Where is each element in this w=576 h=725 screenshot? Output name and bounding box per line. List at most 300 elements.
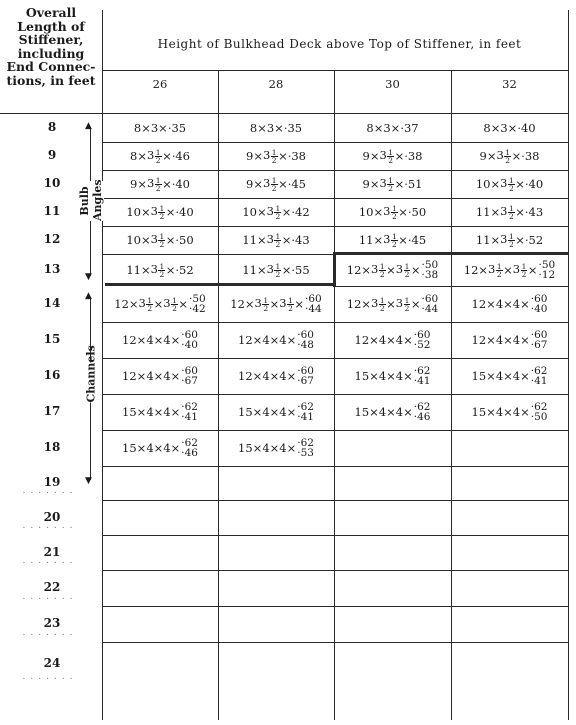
dimension-value: 12 <box>114 297 129 311</box>
dimension-value: 4 <box>146 405 154 419</box>
thickness-value: ·50 <box>530 411 548 423</box>
thickness-pair <box>297 438 314 458</box>
times-sign: × <box>269 297 280 311</box>
length-header-line: End Connec- <box>6 59 96 74</box>
times-sign: × <box>386 333 396 347</box>
dimension-value: 10 <box>126 205 141 219</box>
dimension-value: 3 <box>150 121 159 135</box>
thickness-value: ·46 <box>181 447 198 459</box>
times-sign: × <box>490 177 501 191</box>
thickness-value: ·60 <box>421 293 439 305</box>
table-cell <box>220 198 332 226</box>
dimension-value: 3 $\frac{1}{2}$ <box>266 261 281 279</box>
table-cell <box>104 322 216 358</box>
dimension-value: 4 <box>512 405 521 419</box>
times-sign: × <box>170 441 181 455</box>
thickness-value: ·50 <box>538 259 556 271</box>
thickness-pair <box>414 366 431 386</box>
thickness-value: ·41 <box>530 375 548 387</box>
thickness-value: ·62 <box>181 401 198 413</box>
times-sign: × <box>269 405 280 419</box>
times-sign: × <box>252 369 263 383</box>
times-sign: × <box>386 369 396 383</box>
length-header-line: tions, in feet <box>6 72 96 88</box>
times-sign: × <box>170 333 181 347</box>
table-cell <box>104 170 216 198</box>
table-cell <box>453 394 566 430</box>
table-cell <box>104 114 216 142</box>
dimension-value: 4 <box>395 405 404 419</box>
thickness-value: ·60 <box>530 293 548 305</box>
table-cell <box>336 254 449 286</box>
thickness-value: ·62 <box>413 401 431 413</box>
dimension-value: 15 <box>122 405 137 419</box>
times-sign: × <box>386 405 396 419</box>
thickness-value: ·60 <box>413 329 431 341</box>
thickness-value: ·46 <box>413 411 431 423</box>
leader-dots: ....... <box>22 556 78 566</box>
table-cell <box>104 430 216 466</box>
times-sign: × <box>256 233 267 247</box>
dimension-value: 3 $\frac{1}{2}$ <box>379 147 394 165</box>
table-cell <box>453 114 566 142</box>
times-sign: × <box>153 405 164 419</box>
table-cell <box>104 198 216 226</box>
grid-line <box>451 70 452 720</box>
times-sign: × <box>503 405 513 419</box>
thickness-value: ·52 <box>175 263 194 277</box>
thickness-value: ·67 <box>530 339 548 351</box>
times-sign: × <box>140 263 151 277</box>
times-sign: × <box>490 121 501 135</box>
table-cell <box>336 286 449 322</box>
times-sign: × <box>394 177 405 191</box>
thickness-value: ·60 <box>297 329 314 341</box>
dimension-value: 8 <box>129 149 138 163</box>
times-sign: × <box>507 121 518 135</box>
times-sign: × <box>386 297 396 311</box>
dimension-value: 3 $\frac{1}{2}$ <box>383 203 397 221</box>
table-cell <box>220 226 332 254</box>
leader-dots: ....... <box>22 672 78 682</box>
times-sign: × <box>137 177 147 191</box>
dimension-value: 3 $\frac{1}{2}$ <box>279 295 293 313</box>
thickness-pair <box>531 366 548 386</box>
dimension-value: 4 <box>279 333 287 347</box>
thickness-value: ·60 <box>181 329 198 341</box>
thickness-value: ·60 <box>181 365 198 377</box>
grid-line <box>102 70 568 71</box>
dimension-value: 9 <box>129 177 138 191</box>
dimension-value: 4 <box>262 333 270 347</box>
times-sign: × <box>403 405 413 419</box>
times-sign: × <box>162 177 172 191</box>
thickness-pair <box>422 294 439 314</box>
table-cell <box>453 226 566 254</box>
table-cell <box>104 358 216 394</box>
row-length-label: 14 <box>43 296 61 310</box>
dimension-value: 3 $\frac{1}{2}$ <box>254 295 269 313</box>
thickness-value: ·12 <box>538 269 556 281</box>
dimension-value: 11 <box>126 263 141 277</box>
times-sign: × <box>520 297 530 311</box>
dimension-value: 3 $\frac{1}{2}$ <box>150 231 165 249</box>
times-sign: × <box>520 333 530 347</box>
times-sign: × <box>486 369 496 383</box>
table-cell <box>104 254 216 286</box>
thickness-value: ·50 <box>175 233 194 247</box>
times-sign: × <box>286 369 297 383</box>
dimension-value: 3 $\frac{1}{2}$ <box>371 295 385 313</box>
dimension-value: 10 <box>475 177 491 191</box>
grid-line <box>102 466 568 467</box>
thickness-value: ·44 <box>305 303 322 315</box>
times-sign: × <box>503 297 513 311</box>
dimension-value: 12 <box>346 297 362 311</box>
dimension-value: 8 <box>483 121 491 135</box>
row-length-label: 23 <box>43 616 61 630</box>
table-cell <box>453 322 566 358</box>
times-sign: × <box>486 333 496 347</box>
grid-line <box>102 642 568 643</box>
times-sign: × <box>386 263 396 277</box>
dimension-value: 15 <box>238 405 253 419</box>
thickness-value: ·51 <box>404 177 423 191</box>
times-sign: × <box>141 121 151 135</box>
times-sign: × <box>361 297 372 311</box>
times-sign: × <box>269 369 280 383</box>
channels-bracket <box>81 292 101 486</box>
times-sign: × <box>281 233 292 247</box>
times-sign: × <box>153 369 164 383</box>
thickness-value: ·48 <box>297 339 314 351</box>
thickness-value: ·40 <box>517 121 536 135</box>
thickness-value: ·62 <box>181 437 198 449</box>
row-length-label: 24 <box>43 656 61 670</box>
thickness-pair <box>297 366 314 386</box>
row-length-label: 19 <box>43 475 61 489</box>
times-sign: × <box>410 263 421 277</box>
row-length-label: 17 <box>43 404 61 418</box>
grid-line <box>102 535 568 536</box>
dimension-value: 12 <box>471 333 487 347</box>
times-sign: × <box>403 369 413 383</box>
times-sign: × <box>361 263 372 277</box>
times-sign: × <box>165 233 176 247</box>
height-header: Height of Bulkhead Deck above Top of Stiffener, in feet <box>157 37 522 51</box>
row-length-label: 8 <box>47 120 57 134</box>
grid-line <box>102 570 568 571</box>
times-sign: × <box>256 205 267 219</box>
thickness-value: ·52 <box>524 233 544 247</box>
thickness-value: ·67 <box>297 375 314 387</box>
dimension-value: 4 <box>279 405 287 419</box>
thickness-pair <box>422 260 439 280</box>
dimension-value: 4 <box>378 333 387 347</box>
thickness-value: ·62 <box>413 365 431 377</box>
thickness-pair <box>531 294 548 314</box>
thickness-value: ·45 <box>287 177 306 191</box>
times-sign: × <box>511 149 522 163</box>
thickness-pair <box>189 294 206 314</box>
table-cell <box>104 142 216 170</box>
thickness-value: ·40 <box>530 303 548 315</box>
table-cell <box>453 142 566 170</box>
dimension-value: 3 $\frac{1}{2}$ <box>379 175 394 193</box>
times-sign: × <box>269 333 280 347</box>
dimension-value: 12 <box>346 263 362 277</box>
times-sign: × <box>244 297 255 311</box>
thickness-value: ·38 <box>287 149 306 163</box>
dimension-value: 8 <box>249 121 258 135</box>
length-header-line: Stiffener, <box>18 32 84 47</box>
dimension-value: 12 <box>230 297 245 311</box>
thickness-value: ·55 <box>291 263 310 277</box>
leader-dots: ....... <box>22 628 78 638</box>
dimension-value: 4 <box>262 441 270 455</box>
times-sign: × <box>128 297 139 311</box>
thickness-value: ·38 <box>404 149 423 163</box>
thickness-value: ·41 <box>413 375 431 387</box>
dimension-value: 15 <box>238 441 253 455</box>
thickness-pair <box>181 438 198 458</box>
thickness-value: ·42 <box>189 303 206 315</box>
dimension-value: 4 <box>146 369 154 383</box>
length-header-line: Length of <box>17 18 85 34</box>
times-sign: × <box>153 297 164 311</box>
times-sign: × <box>503 333 513 347</box>
thickness-value: ·40 <box>181 339 198 351</box>
dimension-value: 10 <box>242 205 257 219</box>
dimension-value: 4 <box>279 441 287 455</box>
row-length-label: 10 <box>43 176 61 190</box>
row-length-label: 13 <box>43 262 61 276</box>
dimension-value: 9 <box>479 149 487 163</box>
thickness-value: ·42 <box>291 205 310 219</box>
thickness-pair <box>297 402 314 422</box>
dimension-value: 15 <box>471 405 487 419</box>
row-length-label: 20 <box>43 509 61 524</box>
thickness-value: ·60 <box>297 365 314 377</box>
times-sign: × <box>252 405 263 419</box>
thickness-value: ·50 <box>189 293 206 305</box>
times-sign: × <box>369 149 380 163</box>
row-length-label: 16 <box>43 368 61 382</box>
times-sign: × <box>369 177 380 191</box>
table-cell <box>453 358 566 394</box>
dimension-value: 9 <box>245 177 254 191</box>
times-sign: × <box>486 149 497 163</box>
thickness-value: ·62 <box>297 401 314 413</box>
table-cell <box>220 170 332 198</box>
times-sign: × <box>136 441 147 455</box>
times-sign: × <box>369 369 379 383</box>
times-sign: × <box>286 405 297 419</box>
times-sign: × <box>503 369 513 383</box>
dimension-value: 3 $\frac{1}{2}$ <box>383 231 397 249</box>
table-cell <box>336 170 449 198</box>
table-cell <box>336 394 449 430</box>
dimension-value: 4 <box>378 369 387 383</box>
row-length-label: 18 <box>43 440 61 454</box>
dimension-value: 3 $\frac{1}{2}$ <box>500 203 514 221</box>
thickness-value: ·41 <box>181 411 198 423</box>
times-sign: × <box>281 263 292 277</box>
times-sign: × <box>256 263 267 277</box>
column-header-26: 26 <box>152 77 168 91</box>
column-header-30: 30 <box>385 77 400 91</box>
times-sign: × <box>294 297 305 311</box>
times-sign: × <box>398 233 408 247</box>
dimension-value: 10 <box>126 233 141 247</box>
thickness-pair <box>531 402 548 422</box>
times-sign: × <box>373 121 384 135</box>
dimension-value: 4 <box>495 369 504 383</box>
leader-dots: ....... <box>22 592 78 602</box>
dimension-value: 10 <box>358 205 374 219</box>
thickness-value: ·62 <box>297 437 314 449</box>
dimension-value: 3 $\frac{1}{2}$ <box>266 231 281 249</box>
times-sign: × <box>490 233 501 247</box>
dimension-value: 15 <box>471 369 487 383</box>
thickness-value: ·43 <box>291 233 310 247</box>
dimension-value: 3 $\frac{1}{2}$ <box>163 295 177 313</box>
times-sign: × <box>373 205 384 219</box>
times-sign: × <box>140 233 151 247</box>
thickness-value: ·43 <box>524 205 544 219</box>
times-sign: × <box>398 205 408 219</box>
times-sign: × <box>369 405 379 419</box>
dimension-value: 4 <box>495 297 504 311</box>
thickness-pair <box>181 366 198 386</box>
times-sign: × <box>390 121 401 135</box>
dimension-value: 8 <box>133 121 142 135</box>
arrow-up-icon: ▲ <box>85 121 92 131</box>
thickness-value: ·67 <box>181 375 198 387</box>
dimension-value: 8 <box>366 121 374 135</box>
grid-line <box>102 606 568 607</box>
dimension-value: 3 $\frac{1}{2}$ <box>266 203 281 221</box>
table-cell <box>336 142 449 170</box>
thickness-value: ·41 <box>297 411 314 423</box>
thickness-value: ·35 <box>283 121 303 135</box>
bulb-angles-bracket <box>78 121 104 282</box>
dimension-value: 4 <box>395 369 404 383</box>
thickness-value: ·50 <box>421 259 439 271</box>
row-length-label: 12 <box>43 232 61 246</box>
dimension-value: 4 <box>262 369 270 383</box>
times-sign: × <box>170 369 181 383</box>
table-cell <box>220 322 332 358</box>
dimension-value: 3 $\frac{1}{2}$ <box>488 261 502 279</box>
times-sign: × <box>515 177 525 191</box>
thickness-pair <box>297 330 314 350</box>
dimension-value: 12 <box>463 263 479 277</box>
dimension-value: 3 $\frac{1}{2}$ <box>262 175 277 193</box>
dimension-value: 3 <box>383 121 391 135</box>
thickness-value: ·40 <box>171 177 190 191</box>
grid-line <box>102 10 103 720</box>
times-sign: × <box>490 205 501 219</box>
table-cell <box>336 114 449 142</box>
dimension-value: 3 $\frac{1}{2}$ <box>150 203 165 221</box>
times-sign: × <box>520 369 530 383</box>
table-cell <box>336 358 449 394</box>
times-sign: × <box>394 149 405 163</box>
thickness-value: ·40 <box>175 205 194 219</box>
leader-dots: ....... <box>22 486 78 496</box>
dimension-value: 12 <box>238 369 253 383</box>
dimension-value: 3 $\frac{1}{2}$ <box>500 231 514 249</box>
dimension-value: 12 <box>122 369 137 383</box>
dimension-value: 12 <box>238 333 253 347</box>
times-sign: × <box>252 441 263 455</box>
times-sign: × <box>165 205 176 219</box>
row-length-label: 11 <box>43 204 61 218</box>
times-sign: × <box>515 233 525 247</box>
times-sign: × <box>286 333 297 347</box>
dimension-value: 3 $\frac{1}{2}$ <box>146 175 161 193</box>
times-sign: × <box>278 149 288 163</box>
thickness-pair <box>531 330 548 350</box>
times-sign: × <box>410 297 421 311</box>
table-cell <box>104 286 216 322</box>
length-header-line: including <box>17 45 85 61</box>
group-label-channels: Channels <box>84 345 98 403</box>
dimension-value: 4 <box>163 441 171 455</box>
dimension-value: 4 <box>146 333 154 347</box>
dimension-value: 3 <box>500 121 508 135</box>
times-sign: × <box>281 205 292 219</box>
thickness-value: ·50 <box>407 205 427 219</box>
times-sign: × <box>286 441 297 455</box>
times-sign: × <box>252 333 263 347</box>
times-sign: × <box>136 405 147 419</box>
dimension-value: 4 <box>163 369 171 383</box>
dimension-value: 4 <box>512 297 521 311</box>
times-sign: × <box>153 333 164 347</box>
dimension-value: 4 <box>262 405 270 419</box>
length-header-line: Overall <box>25 5 77 20</box>
times-sign: × <box>170 405 181 419</box>
table-cell <box>220 358 332 394</box>
times-sign: × <box>257 121 267 135</box>
leader-dots: ....... <box>22 521 78 531</box>
times-sign: × <box>274 121 284 135</box>
dimension-value: 4 <box>279 369 287 383</box>
dimension-value: 3 $\frac{1}{2}$ <box>150 261 165 279</box>
dimension-value: 9 <box>245 149 254 163</box>
times-sign: × <box>269 441 280 455</box>
times-sign: × <box>136 333 147 347</box>
thickness-pair <box>305 294 322 314</box>
dimension-value: 3 $\frac{1}{2}$ <box>146 147 161 165</box>
times-sign: × <box>503 263 513 277</box>
times-sign: × <box>140 205 151 219</box>
dimension-value: 4 <box>512 369 521 383</box>
dimension-value: 3 $\frac{1}{2}$ <box>395 295 410 313</box>
column-header-32: 32 <box>502 77 517 91</box>
thickness-pair <box>414 330 431 350</box>
dimension-value: 4 <box>395 333 404 347</box>
times-sign: × <box>153 441 164 455</box>
row-length-label: 9 <box>47 148 57 162</box>
table-cell <box>104 394 216 430</box>
dimension-value: 15 <box>354 405 370 419</box>
thickness-pair <box>181 330 198 350</box>
thickness-value: ·38 <box>521 149 540 163</box>
times-sign: × <box>137 149 147 163</box>
